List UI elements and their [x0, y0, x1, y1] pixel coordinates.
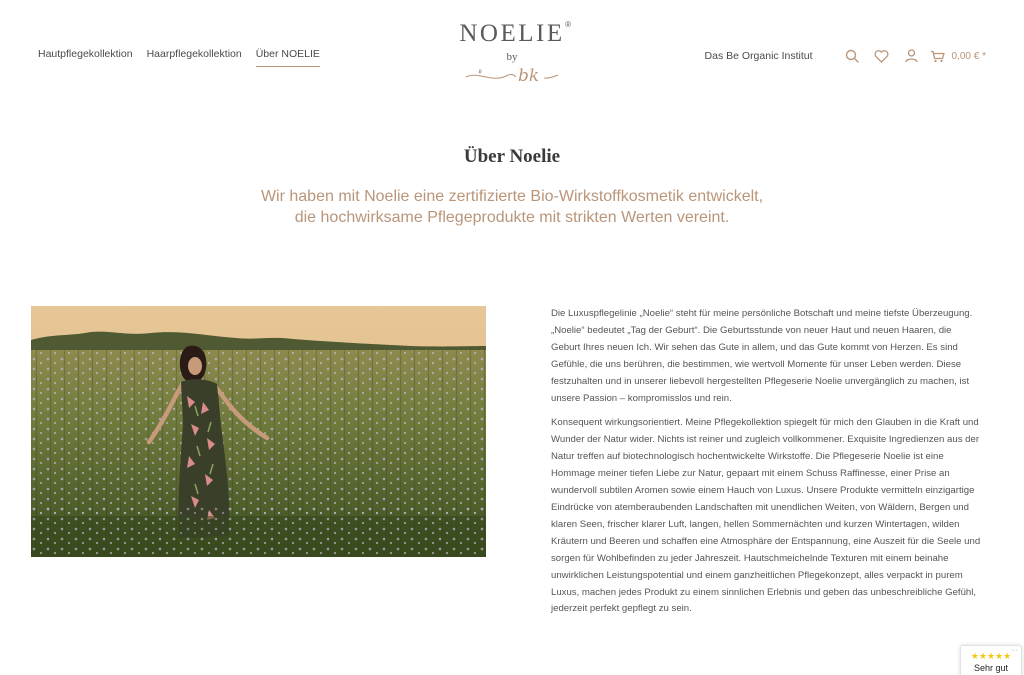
- logo-by: by: [506, 51, 518, 63]
- lead-line-1: Wir haben mit Noelie eine zertifizierte Bio-Wirkstoffkosmetik entwickelt,: [260, 188, 764, 205]
- cart-icon[interactable]: [927, 47, 949, 65]
- about-paragraph-2: Konsequent wirkungsorientiert. Meine Pflegekollektion spiegelt für mich den Glauben in die Kraft und Wunder der Natur wider. Nichts ist reiner und zugleich vollkommener. Exquisite Ingredienzen aus der Natur treffen auf biotechnologisch hochentwickelte Wirkstoffe. Die Pflegeserie Noelie ist eine Hommage meiner tiefen Liebe zur Natur, gepaart mit einem Schuss Raffinesse, einer Prise an wundervoll subtilen Aromen sowie einem Hauch von Luxus. Unsere Produkte vermitteln einzigartige Eindrücke von atemberaubenden Landschaften mit unendlichen Weiten, von Wäldern, Bergen und klaren Seen, frischer klarer Luft, langen, hellen Sommernächten und kurzen Wintertagen, wilden Kräutern und Beeren und schaffen eine Atmosphäre der Entspannung, eine Auszeit für die Seele und sorgen für Wohlbefinden zu jeder Jahreszeit. Hautschmeichelnde Texturen mit einem beinahe unwirklichen Leistungspotential und einem ganzheitlichen Pflegekonzept, alles verpackt in purem Luxus, machen jedes Produkt zu einem sinnlichen Erlebnis und geben das unbeschreibliche Gefühl, jederzeit perfekt gepflegt zu sein.: [551, 417, 981, 615]
- search-icon[interactable]: [837, 47, 867, 65]
- hero-photo-woman-in-flower-field: [31, 306, 486, 557]
- logo-signature-text: bk: [518, 66, 540, 86]
- nav-hautpflegekollektion[interactable]: Hautpflegekollektion: [38, 48, 133, 60]
- lead-text: [162, 186, 862, 228]
- user-icon[interactable]: [897, 47, 927, 65]
- header-actions: [705, 47, 986, 65]
- nav-ueber-noelie[interactable]: Über NOELIE: [256, 48, 320, 67]
- nav-be-organic-institut[interactable]: Das Be Organic Institut: [704, 50, 813, 62]
- logo-signature-flourish: [464, 63, 560, 87]
- rating-badge[interactable]: [960, 645, 1022, 675]
- heart-icon[interactable]: [867, 47, 897, 65]
- site-header: [0, 0, 1024, 110]
- nav-haarpflegekollektion[interactable]: Haarpflegekollektion: [146, 48, 242, 60]
- about-body-text: [551, 306, 981, 618]
- logo-registered-mark: ®: [565, 20, 571, 29]
- brand-logo[interactable]: [447, 18, 577, 102]
- page-title: Über Noelie: [463, 146, 561, 167]
- lead-line-2: die hochwirksame Pflegeprodukte mit strikten Werten vereint.: [294, 209, 730, 226]
- rating-label: Sehr gut: [973, 663, 1009, 673]
- logo-wordmark: NOELIE: [459, 20, 565, 47]
- badge-menu-icon[interactable]: ···: [1011, 647, 1018, 654]
- rating-stars: ★★★★★: [970, 651, 1012, 661]
- main-nav: [38, 48, 320, 67]
- cart-total[interactable]: 0,00 € *: [951, 50, 986, 62]
- about-paragraph-1: Die Luxuspflegelinie „Noelie“ steht für meine persönliche Botschaft und meine tiefste Überzeugung. „Noelie“ bedeutet „Tag der Geburt“. Die Geburtsstunde von neuer Haut und neuen Haaren, die Geburt Ihres neuen Ich. Wir sehen das Gute in allem, und das Gute kommt von Herzen. Es sind Gefühle, die uns berühren, die bestimmen, wie wertvoll Momente für unser Leben werden. Diese festzuhalten und in unserer liebevoll hergestellten Pflegeserie Noelie unvergänglich zu machen, ist unsere Passion – kompromisslos und rein.: [551, 308, 973, 404]
